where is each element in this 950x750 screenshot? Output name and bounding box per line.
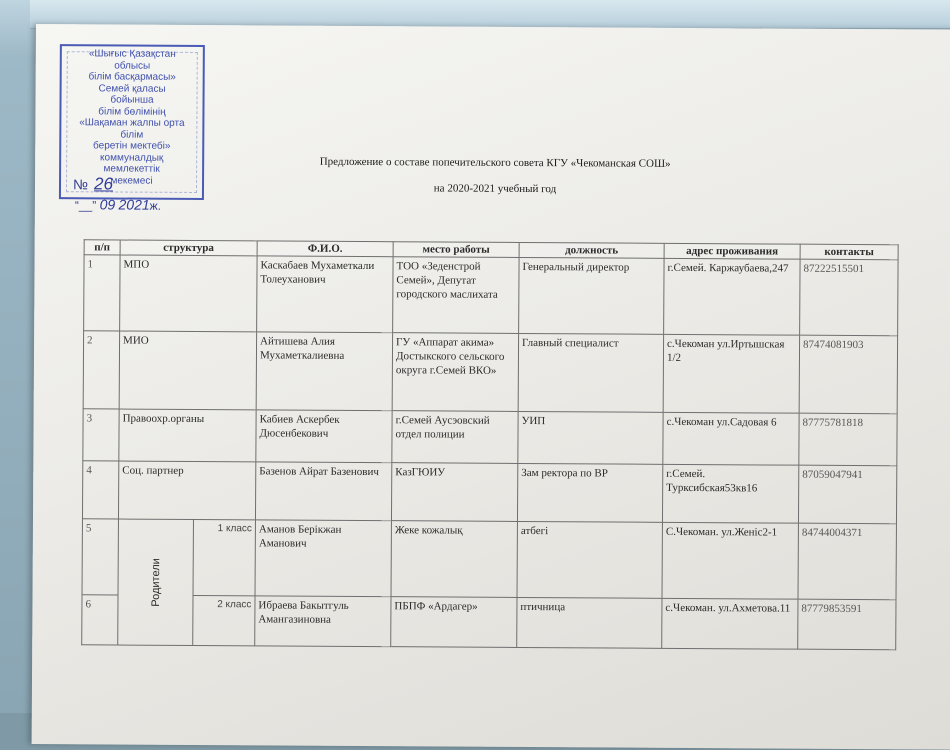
row-address: С.Чекоман. ул.Женіс2-1 bbox=[662, 522, 798, 599]
table-row bbox=[84, 255, 898, 336]
stamp-line: білім басқармасы» bbox=[88, 71, 176, 83]
stamp-line: беретін мектебі» bbox=[93, 140, 171, 152]
row-num: 1 bbox=[84, 255, 120, 331]
row-num: 5 bbox=[82, 519, 118, 595]
row-class: 2 класс bbox=[193, 595, 255, 645]
row-contact: 87222515501 bbox=[800, 259, 898, 336]
row-contact: 87775781818 bbox=[799, 413, 897, 466]
row-name: Аманов Берікжан Аманович bbox=[255, 520, 391, 597]
row-address: с.Чекоман ул.Садовая 6 bbox=[663, 412, 799, 465]
row-structure: МИО bbox=[119, 331, 256, 410]
row-contact: 84744004371 bbox=[798, 523, 896, 600]
row-num: 2 bbox=[83, 331, 119, 409]
header-contacts: контакты bbox=[800, 244, 898, 260]
row-name: Айтишева Алия Мухаметкалиевна bbox=[256, 332, 392, 411]
row-class: 1 класс bbox=[193, 519, 255, 595]
stamp-line: бойынша bbox=[110, 94, 154, 106]
row-workplace: ГУ «Аппарат акима» Достыкского сельского округа г.Семей ВКО» bbox=[392, 333, 518, 412]
header-structure: структура bbox=[120, 240, 257, 256]
stamp-line: білім бөлімінің bbox=[98, 105, 166, 118]
row-num: 6 bbox=[82, 595, 118, 645]
row-workplace: КазГЮИУ bbox=[391, 463, 517, 522]
table-row bbox=[83, 331, 897, 414]
row-position: Зам ректора по ВР bbox=[517, 463, 662, 522]
board-members-table bbox=[81, 239, 898, 650]
row-position: атбегі bbox=[517, 521, 662, 598]
row-address: г.Семей. Каржаубаева,247 bbox=[664, 258, 800, 335]
row-position: Главный специалист bbox=[518, 333, 663, 412]
date-day: __ bbox=[78, 198, 93, 213]
table-row bbox=[82, 461, 896, 524]
row-name: Базенов Айрат Базенович bbox=[255, 462, 391, 521]
header-position: должность bbox=[519, 242, 664, 258]
row-name: Кабиев Аскербек Дюсенбекович bbox=[256, 410, 392, 463]
row-workplace: г.Семей Аусэовский отдел полиции bbox=[392, 411, 518, 464]
row-contact: 87779853591 bbox=[798, 599, 896, 650]
row-workplace: ТОО «Зеденстрой Семей», Депутат городского маслихата bbox=[393, 257, 519, 334]
header-name: Ф.И.О. bbox=[257, 241, 393, 257]
header-num: п/п bbox=[84, 240, 120, 255]
row-position: Генеральный директор bbox=[519, 257, 664, 334]
row-structure: МПО bbox=[120, 255, 257, 332]
document-title bbox=[235, 155, 755, 210]
row-workplace: ПБПФ «Ардагер» bbox=[391, 597, 517, 648]
row-address: с.Чекоман ул.Иртышская 1/2 bbox=[663, 334, 799, 413]
table-row bbox=[83, 409, 897, 466]
row-structure: Правоохр.органы bbox=[119, 409, 256, 462]
registration-date bbox=[75, 196, 161, 213]
date-year: 2021 bbox=[118, 196, 150, 213]
row-address: с.Чекоман. ул.Ахметова.11 bbox=[662, 598, 798, 649]
row-position: УИП bbox=[518, 411, 663, 464]
date-suffix: ж. bbox=[149, 198, 162, 213]
title-line-2: на 2020-2021 учебный год bbox=[433, 182, 557, 196]
parents-label: Родители bbox=[118, 519, 194, 645]
row-contact: 87059047941 bbox=[798, 465, 896, 524]
document-sheet bbox=[32, 24, 950, 750]
header-address: адрес проживания bbox=[664, 243, 800, 259]
table-row bbox=[82, 595, 896, 650]
date-open-quote: “ bbox=[74, 198, 79, 213]
stamp-line: білім bbox=[120, 129, 144, 141]
stamp-line: «Шақаман жалпы орта bbox=[79, 117, 185, 129]
row-num: 4 bbox=[82, 461, 118, 519]
table-row bbox=[82, 519, 896, 600]
date-month: 09 bbox=[99, 196, 116, 213]
title-line-1: Предложение о составе попечительского совета КГУ «Чекоманская СОШ» bbox=[319, 155, 671, 170]
stamp-line: мемлекеттік bbox=[103, 163, 160, 175]
row-contact: 87474081903 bbox=[799, 335, 897, 414]
number-sign: № bbox=[72, 176, 89, 193]
stamp-line: облысы bbox=[114, 59, 151, 72]
row-num: 3 bbox=[83, 409, 119, 461]
stamp-line: мекемесі bbox=[110, 174, 153, 187]
row-name: Каскабаев Мухаметкали Толеуханович bbox=[257, 256, 393, 333]
row-workplace: Жеке кожалық bbox=[391, 521, 517, 598]
registration-number bbox=[73, 174, 113, 194]
stamp-line: коммуналдық bbox=[100, 151, 164, 164]
row-address: г.Семей. Турксибская53кв16 bbox=[662, 464, 798, 523]
handwritten-number: 26 bbox=[93, 174, 114, 194]
row-structure: Соц. партнер bbox=[118, 461, 255, 520]
stamp-line: Семей қаласы bbox=[98, 82, 166, 95]
stamp-line: «Шығыс Қазақстан bbox=[88, 48, 176, 60]
date-close-quote: ” bbox=[92, 198, 97, 213]
header-workplace: место работы bbox=[393, 242, 519, 258]
row-name: Ибраева Бакытгуль Амангазиновна bbox=[255, 596, 391, 647]
row-position: птичница bbox=[517, 597, 662, 648]
